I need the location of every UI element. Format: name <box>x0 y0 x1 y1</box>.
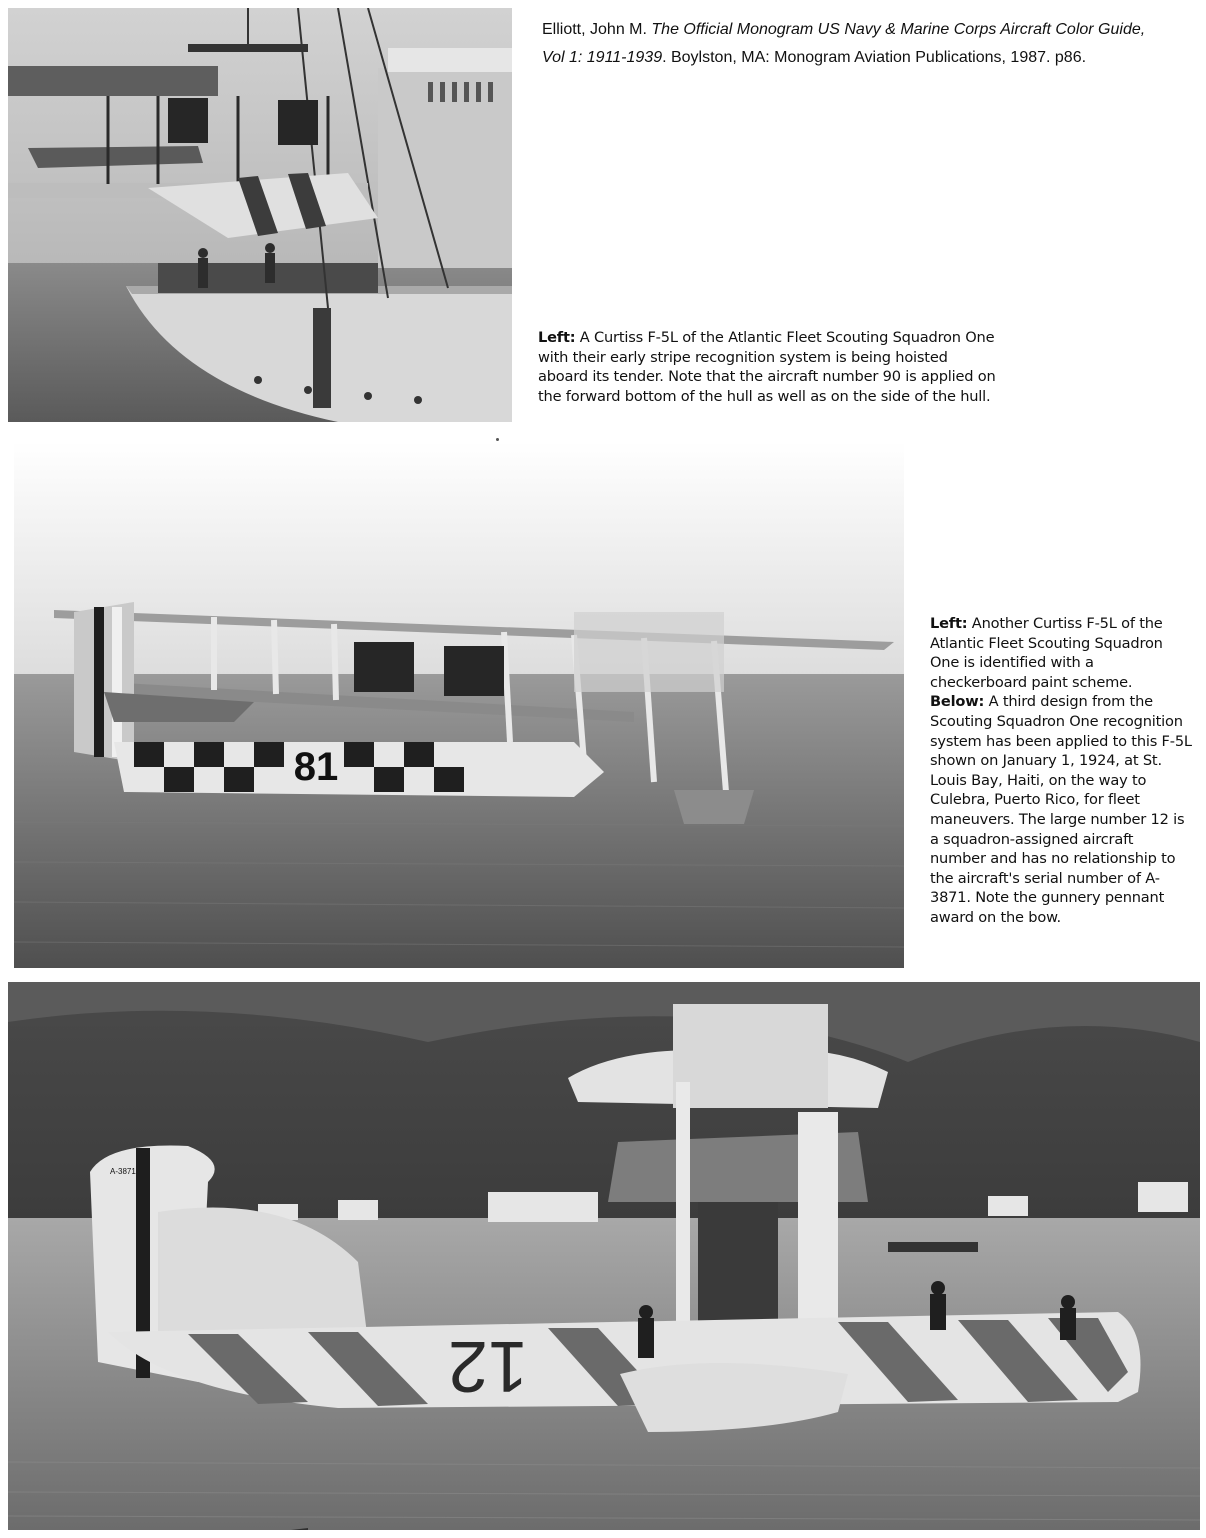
tail-serial: A-3871 <box>110 1167 136 1176</box>
photo-tender-hoist-illustration <box>8 8 512 422</box>
bottom-aircraft-number: 12 <box>447 1326 529 1406</box>
speck <box>496 438 499 441</box>
citation <box>542 16 1192 72</box>
photo-checkerboard-f5l <box>14 442 904 968</box>
caption-middle-text: Another Curtiss F-5L of the Atlantic Fleet Scouting Squadron One is identified with a checkerboard paint scheme. <box>930 615 1163 691</box>
citation-title-line2: Vol 1: 1911-1939 <box>542 49 663 66</box>
caption-top-text: A Curtiss F-5L of the Atlantic Fleet Scouting Squadron One with their early stripe recognition system is being hoisted aboard its tender. Note that the aircraft number 90 is applied on the forward bottom of the hull as well as on the side of the hull. <box>538 329 996 405</box>
caption-middle-lead: Left: <box>930 615 968 632</box>
citation-title-line1: The Official Monogram US Navy & Marine Corps Aircraft Color Guide, <box>651 21 1146 38</box>
photo-tender-hoist <box>8 8 512 422</box>
photo-striped-f5l-12 <box>8 982 1200 1530</box>
caption-middle <box>930 614 1192 928</box>
photo-checkerboard-f5l-illustration <box>14 442 904 968</box>
photo-striped-f5l-12-illustration <box>8 982 1200 1530</box>
citation-author: Elliott, John M. <box>542 21 647 38</box>
caption-middle-text2: A third design from the Scouting Squadron One recognition system has been applied to this F-5L shown on January 1, 1924, at St. Louis Bay, Haiti, on the way to Culebra, Puerto Rico, for fleet maneuvers. The large number 12 is a squadron-assigned aircraft number and has no relationship to the aircraft's serial number of A-3871. Note the gunnery pennant award on the bow. <box>930 693 1192 926</box>
middle-aircraft-number: 81 <box>293 745 339 789</box>
caption-middle-lead2: Below: <box>930 693 985 711</box>
citation-publisher: . Boylston, MA: Monogram Aviation Publications, 1987. p86. <box>662 49 1087 66</box>
caption-top-lead: Left: <box>538 329 576 346</box>
caption-top <box>538 328 998 406</box>
